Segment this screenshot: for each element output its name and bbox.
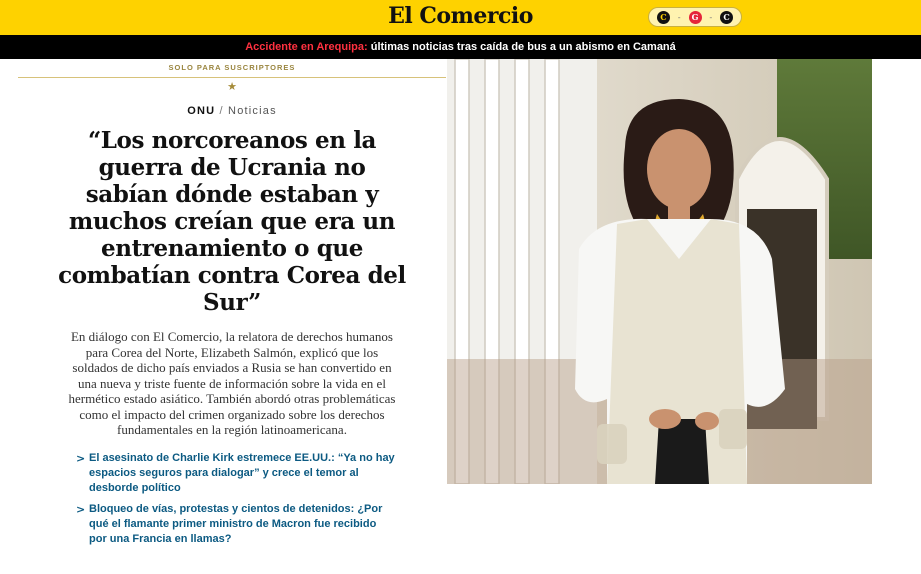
brand-switcher[interactable] xyxy=(648,7,742,27)
brand-gestion-icon[interactable]: G xyxy=(689,11,702,24)
top-header-bar xyxy=(0,0,921,35)
related-link-item[interactable] xyxy=(76,451,396,496)
chevron-right-icon: > xyxy=(76,451,86,465)
related-link-text[interactable]: Bloqueo de vías, protestas y cientos de detenidos: ¿Por qué el flamante primer ministro de Macron fue recibido por una Francia en llamas? xyxy=(89,502,383,545)
article-header xyxy=(18,59,446,553)
related-link-item[interactable] xyxy=(76,502,396,547)
breaking-news-text[interactable]: últimas noticias tras caída de bus a un abismo en Camaná xyxy=(367,41,676,53)
breaking-news-bar[interactable] xyxy=(0,35,921,59)
portrait-photo xyxy=(447,59,872,484)
breaking-news-label[interactable]: Accidente en Arequipa: xyxy=(245,41,368,53)
article-headline: “Los norcoreanos en la guerra de Ucrania no sabían dónde estaban y muchos creían que era un entrenamiento o que combatían contra Corea del Sur” xyxy=(58,127,406,316)
section-link[interactable]: ONU xyxy=(187,105,216,117)
brand-elcomercio-icon[interactable]: C xyxy=(657,11,670,24)
brand-separator: - xyxy=(677,12,681,22)
star-icon: ★ xyxy=(227,80,237,93)
chevron-right-icon: > xyxy=(76,502,86,516)
subscribers-tag: SOLO PARA SUSCRIPTORES xyxy=(18,59,446,78)
site-logo[interactable]: El Comercio xyxy=(388,3,533,29)
brand-separator: - xyxy=(709,12,713,22)
related-link-text[interactable]: El asesinato de Charlie Kirk estremece EE.UU.: “Ya no hay espacios seguros para dialogar” y crece el temor al desborde político xyxy=(89,451,395,494)
article-photo xyxy=(447,59,872,484)
breadcrumb-separator: / xyxy=(215,105,229,117)
brand-club-icon[interactable]: C xyxy=(720,11,733,24)
related-links xyxy=(18,451,446,547)
breadcrumb xyxy=(18,105,446,117)
article-lede: En diálogo con El Comercio, la relatora de derechos humanos para Corea del Norte, Elizabeth Salmón, explicó que los soldados de dicho país enviados a Rusia se han convertido en una nueva y triste fuente de información sobre la vida en el hermético estado asiático. También abordó otras problemáticas como el impacto del crimen organizado sobre los derechos fundamentales en la región latinoamericana. xyxy=(68,329,396,437)
subsection-link[interactable]: Noticias xyxy=(228,105,277,117)
